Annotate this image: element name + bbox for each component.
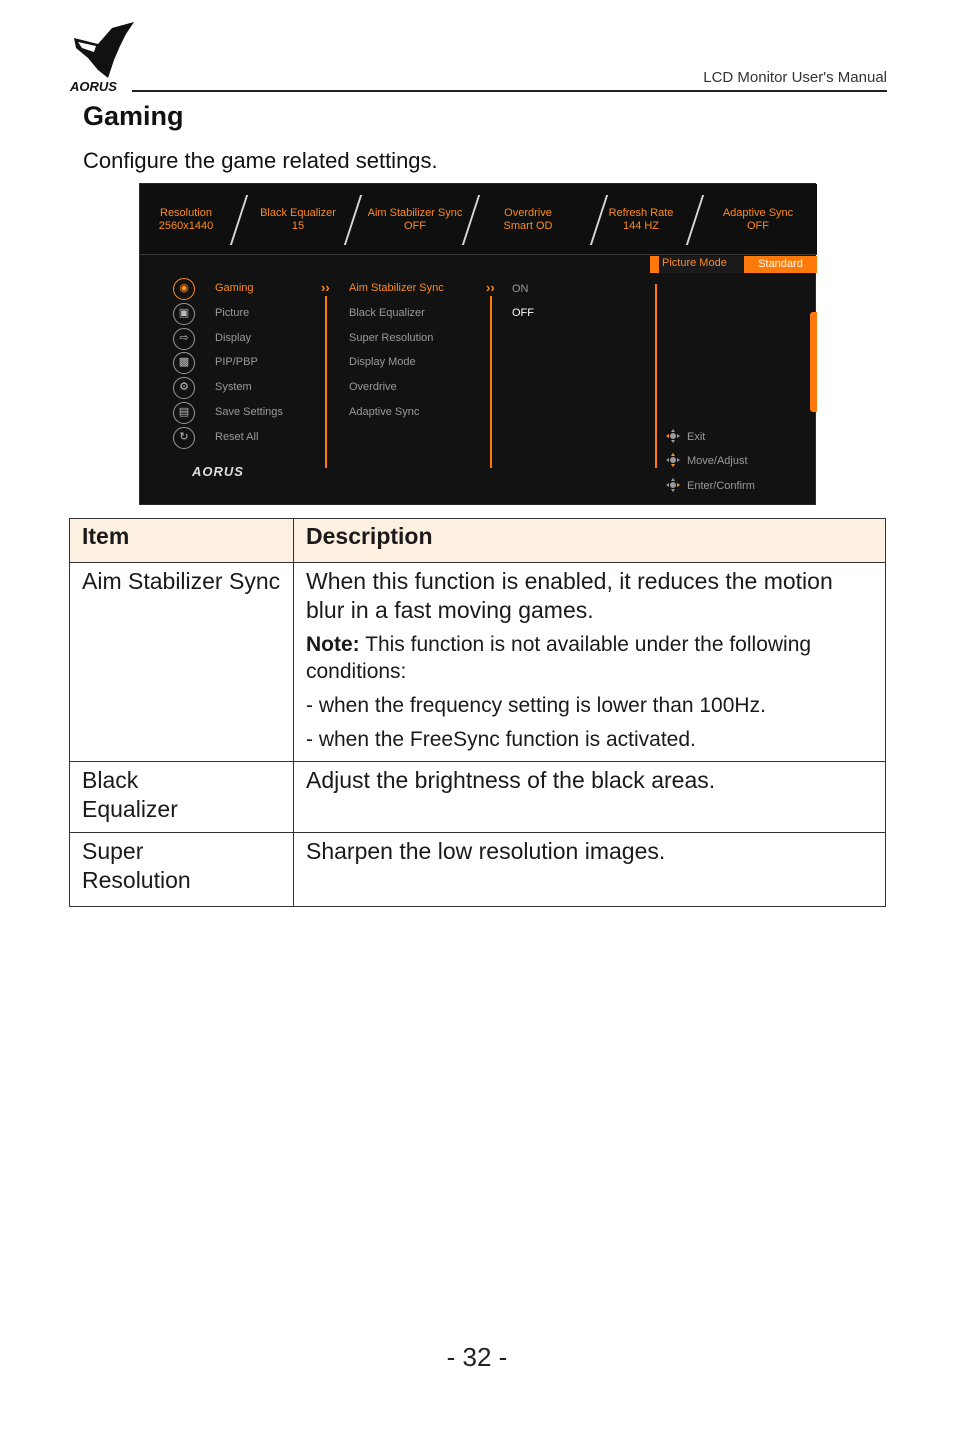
- submenu-aim-stabilizer-sync: Aim Stabilizer Sync: [349, 282, 444, 294]
- joystick-move-icon: [665, 452, 681, 468]
- page-number: - 32 -: [446, 1342, 508, 1372]
- menu-item-reset-all: Reset All: [215, 431, 259, 443]
- save-icon: ▤: [173, 402, 195, 424]
- stat-black-equalizer: Black Equalizer 15: [260, 207, 336, 232]
- submenu-adaptive-sync: Adaptive Sync: [349, 406, 420, 418]
- submenu-super-resolution: Super Resolution: [349, 332, 434, 344]
- header-rule: [132, 90, 887, 92]
- osd-screenshot: [139, 183, 816, 505]
- reset-icon: ↻: [173, 427, 195, 449]
- menu-item-system: System: [215, 381, 252, 393]
- menu-item-pip-pbp: PIP/PBP: [215, 356, 258, 368]
- osd-aorus-logo: AORUS: [192, 464, 244, 479]
- menu-item-display: Display: [215, 332, 252, 344]
- note-bullet: - when the FreeSync function is activated.: [306, 728, 696, 751]
- stat-adaptive-sync: Adaptive Sync OFF: [722, 207, 794, 232]
- stat-refresh-rate: Refresh Rate 144 HZ: [608, 207, 674, 232]
- stat-resolution: Resolution 2560x1440: [158, 207, 214, 232]
- row-description-super-resolution: Sharpen the low resolution images.: [294, 833, 886, 907]
- section-subtitle: Configure the game related settings.: [83, 148, 438, 173]
- joystick-confirm-icon: [665, 477, 681, 493]
- table-row: [70, 563, 886, 762]
- option-on: ON: [512, 283, 529, 295]
- manual-title: LCD Monitor User's Manual: [703, 69, 887, 86]
- gear-icon: ⚙: [173, 377, 195, 399]
- nav-move-adjust: Move/Adjust: [687, 455, 748, 467]
- row-description-black-equalizer: Adjust the brightness of the black areas.: [294, 762, 886, 833]
- stat-divider: [230, 195, 248, 245]
- menu-item-gaming: Gaming: [215, 282, 254, 294]
- submenu-column-divider: [490, 296, 492, 468]
- description-table: [69, 518, 886, 907]
- chevron-right-icon: ››: [321, 280, 330, 295]
- osd-status-bar: [140, 184, 817, 255]
- picture-mode-label: Picture Mode: [662, 257, 727, 269]
- row-item-black-equalizer: Black Equalizer: [70, 762, 294, 833]
- table-header-row: [70, 519, 886, 563]
- menu-item-save-settings: Save Settings: [215, 406, 283, 418]
- row-description-aim-stabilizer: When this function is enabled, it reduces the motion blur in a fast moving games. Note: This function is not available under the following conditions: - when the frequency setting is lower than 100Hz. - when the FreeSync function is activated.: [294, 563, 886, 762]
- row-item-aim-stabilizer: Aim Stabilizer Sync: [70, 563, 294, 762]
- section-title: Gaming: [83, 101, 184, 131]
- stat-divider: [462, 195, 480, 245]
- chevron-right-icon: ››: [486, 280, 495, 295]
- option-off: OFF: [512, 307, 534, 319]
- submenu-black-equalizer: Black Equalizer: [349, 307, 425, 319]
- nav-exit: Exit: [687, 431, 706, 443]
- picture-mode-value: Standard: [744, 256, 817, 273]
- header-description: Description: [294, 519, 886, 563]
- header-logo-text: AORUS: [70, 79, 117, 94]
- stat-divider: [344, 195, 362, 245]
- osd-side-indicator: [810, 312, 817, 412]
- nav-enter-confirm: Enter/Confirm: [687, 480, 755, 492]
- menu-item-picture: Picture: [215, 307, 250, 319]
- pip-icon: ▩: [173, 352, 195, 374]
- note: Note: This function is not available under the following conditions:: [306, 633, 812, 683]
- display-icon: ⇨: [173, 328, 195, 350]
- note-bullet: - when the frequency setting is lower than 100Hz.: [306, 694, 766, 717]
- stat-aim-stabilizer: Aim Stabilizer Sync OFF: [367, 207, 463, 232]
- menu-column-divider: [325, 296, 327, 468]
- picture-icon: ▣: [173, 303, 195, 325]
- submenu-display-mode: Display Mode: [349, 356, 416, 368]
- joystick-exit-icon: [665, 428, 681, 444]
- stat-divider: [686, 195, 704, 245]
- submenu-overdrive: Overdrive: [349, 381, 397, 393]
- gamepad-icon: ◉: [173, 278, 195, 300]
- table-row: [70, 833, 886, 907]
- row-item-super-resolution: Super Resolution: [70, 833, 294, 907]
- table-row: [70, 762, 886, 833]
- stat-overdrive: Overdrive Smart OD: [503, 207, 553, 232]
- options-column-divider: [655, 284, 657, 468]
- header-item: Item: [70, 519, 294, 563]
